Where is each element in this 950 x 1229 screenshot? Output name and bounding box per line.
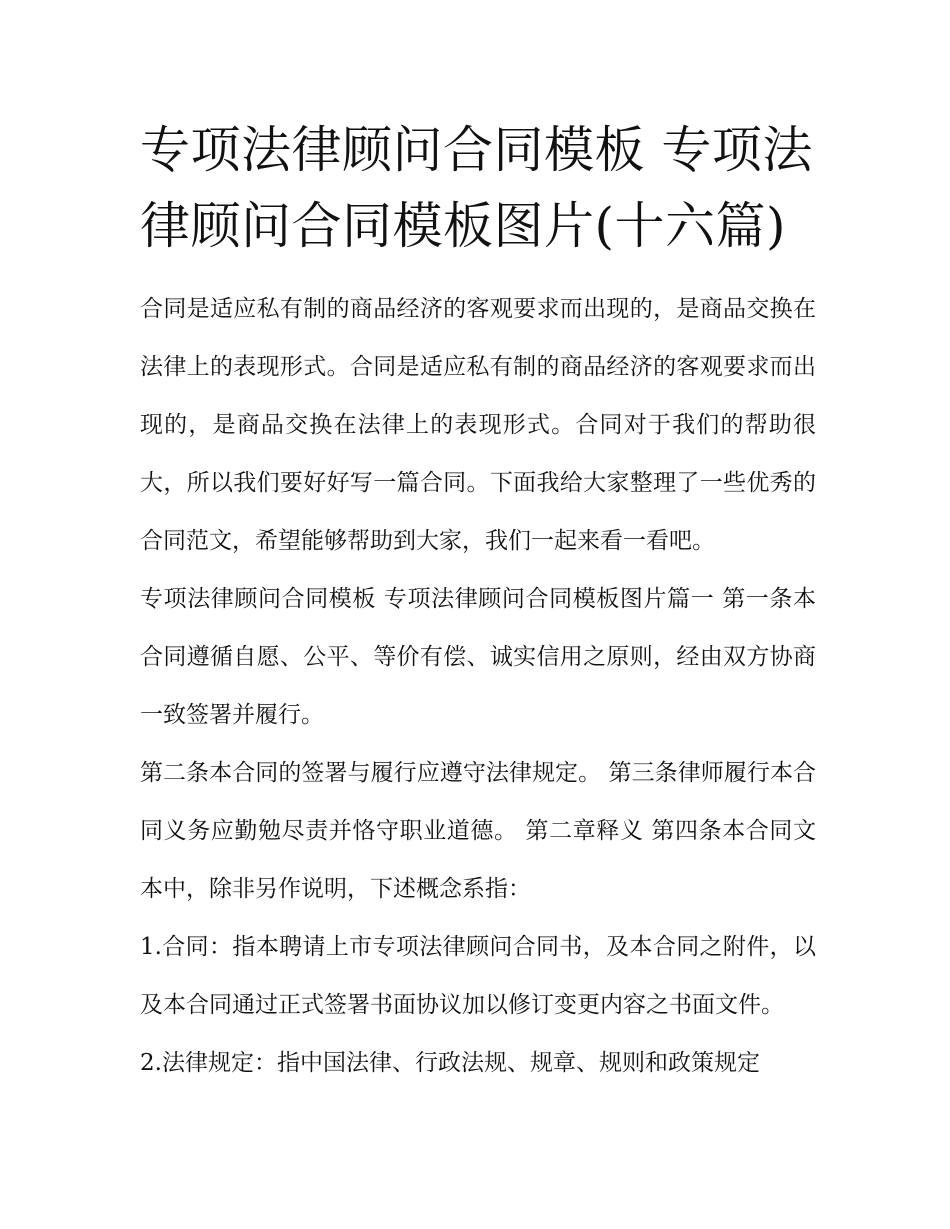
paragraph-intro: 合同是适应私有制的商品经济的客观要求而出现的，是商品交换在法律上的表现形式。合同是适应私有制的商品经济的客观要求而出现的，是商品交换在法律上的表现形式。合同对于我们的帮助很大，所以我们要好好写一篇合同。下面我给大家整理了一些优秀的合同范文，希望能够帮助到大家，我们一起来看一看吧。 bbox=[140, 296, 816, 554]
paragraph-article-1: 专项法律顾问合同模板 专项法律顾问合同模板图片篇一 第一条本合同遵循自愿、公平、等价有偿、诚实信用之原则，经由双方协商一致签署并履行。 bbox=[140, 586, 816, 728]
document-page bbox=[140, 112, 816, 1092]
paragraph-articles-2-4: 第二条本合同的签署与履行应遵守法律规定。 第三条律师履行本合同义务应勤勉尽责并恪守职业道德。 第二章释义 第四条本合同文本中，除非另作说明，下述概念系指： bbox=[140, 760, 816, 902]
paragraph-definition-2: 2.法律规定：指中国法律、行政法规、规章、规则和政策规定 bbox=[140, 1050, 760, 1076]
paragraph-definition-1: 1.合同：指本聘请上市专项法律顾问合同书，及本合同之附件，以及本合同通过正式签署书面协议加以修订变更内容之书面文件。 bbox=[140, 934, 816, 1018]
document-title: 专项法律顾问合同模板 专项法律顾问合同模板图片(十六篇) bbox=[140, 121, 813, 255]
